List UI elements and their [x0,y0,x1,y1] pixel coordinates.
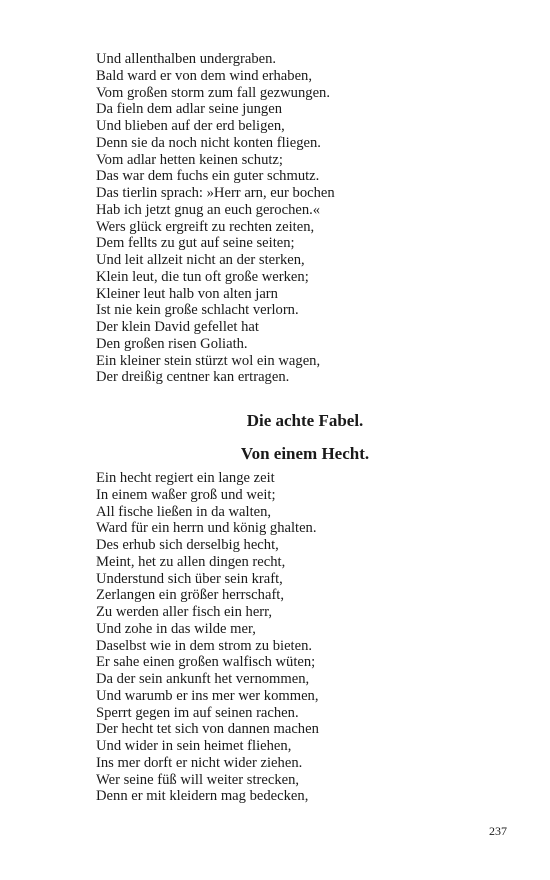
poem-line: Das war dem fuchs ein guter schmutz. [96,168,320,185]
poem-line: Meint, het zu allen dingen recht, [96,553,286,570]
poem-line: Wers glück ergreift zu rechten zeiten, [96,218,315,235]
poem-line: Den großen risen Goliath. [96,335,248,352]
poem-line: Sperrt gegen im auf seinen rachen. [96,704,299,721]
poem-line: Da fieln dem adlar seine jungen [96,101,282,118]
poem-line: Ein kleiner stein stürzt wol ein wagen, [96,352,321,369]
poem-line: Wer seine füß will weiter strecken, [96,771,300,788]
poem-line: Denn er mit kleidern mag bedecken, [96,788,309,805]
page-number: 237 [489,824,507,838]
poem-line: Ein hecht regiert ein lange zeit [96,470,275,486]
poem-line: Der dreißig centner kan ertragen. [96,369,290,386]
poem-line: Ist nie kein große schlacht verlorn. [96,302,299,319]
poem-line: Und leit allzeit nicht an der sterken, [96,252,305,268]
poem-line: Vom adlar hetten keinen schutz; [96,151,283,168]
poem-line: Daselbst wie in dem strom zu bieten. [96,637,313,654]
poem-line: Ward für ein herrn und könig ghalten. [96,520,317,537]
poem-line: Er sahe einen großen walfisch wüten; [96,654,316,671]
poem-line: Und warumb er ins mer wer kommen, [96,687,319,704]
poem-line: Understund sich über sein kraft, [96,570,283,587]
poem-line: In einem waßer groß und weit; [96,486,276,503]
poem-line: Zerlangen ein größer herrschaft, [96,587,285,604]
fable-subtitle: Von einem Hecht. [240,444,370,463]
poem-line: Und wider in sein heimet fliehen, [96,738,292,754]
poem-line: Das tierlin sprach: »Herr arn, eur bochen [96,185,335,201]
poem-line: Der klein David gefellet hat [96,319,259,335]
poem-stanza-1 [96,51,335,386]
poem-line: Denn sie da noch nicht konten fliegen. [96,134,321,151]
poem-stanza-2 [96,470,319,805]
poem-line: Bald ward er von dem wind erhaben, [96,67,312,84]
poem-line: Hab ich jetzt gnug an euch gerochen.« [96,201,321,218]
poem-line: Und zohe in das wilde mer, [96,620,256,637]
poem-line: Ins mer dorft er nicht wider ziehen. [96,754,303,771]
fable-title: Die achte Fabel. [246,411,364,430]
poem-line: Vom großen storm zum fall gezwungen. [96,84,330,101]
poem-line: Zu werden aller fisch ein herr, [96,604,273,620]
poem-line: Da der sein ankunft het vernommen, [96,671,310,687]
poem-line: Klein leut, die tun oft große werken; [96,268,309,285]
poem-line: Und allenthalben undergraben. [96,51,277,67]
poem-line: Der hecht tet sich von dannen machen [96,721,319,738]
poem-line: Kleiner leut halb von alten jarn [96,285,278,302]
poem-line: Dem fellts zu gut auf seine seiten; [96,235,295,252]
poem-line: All fische ließen in da walten, [96,503,272,520]
poem-line: Und blieben auf der erd beligen, [96,118,285,134]
poem-line: Des erhub sich derselbig hecht, [96,537,279,553]
